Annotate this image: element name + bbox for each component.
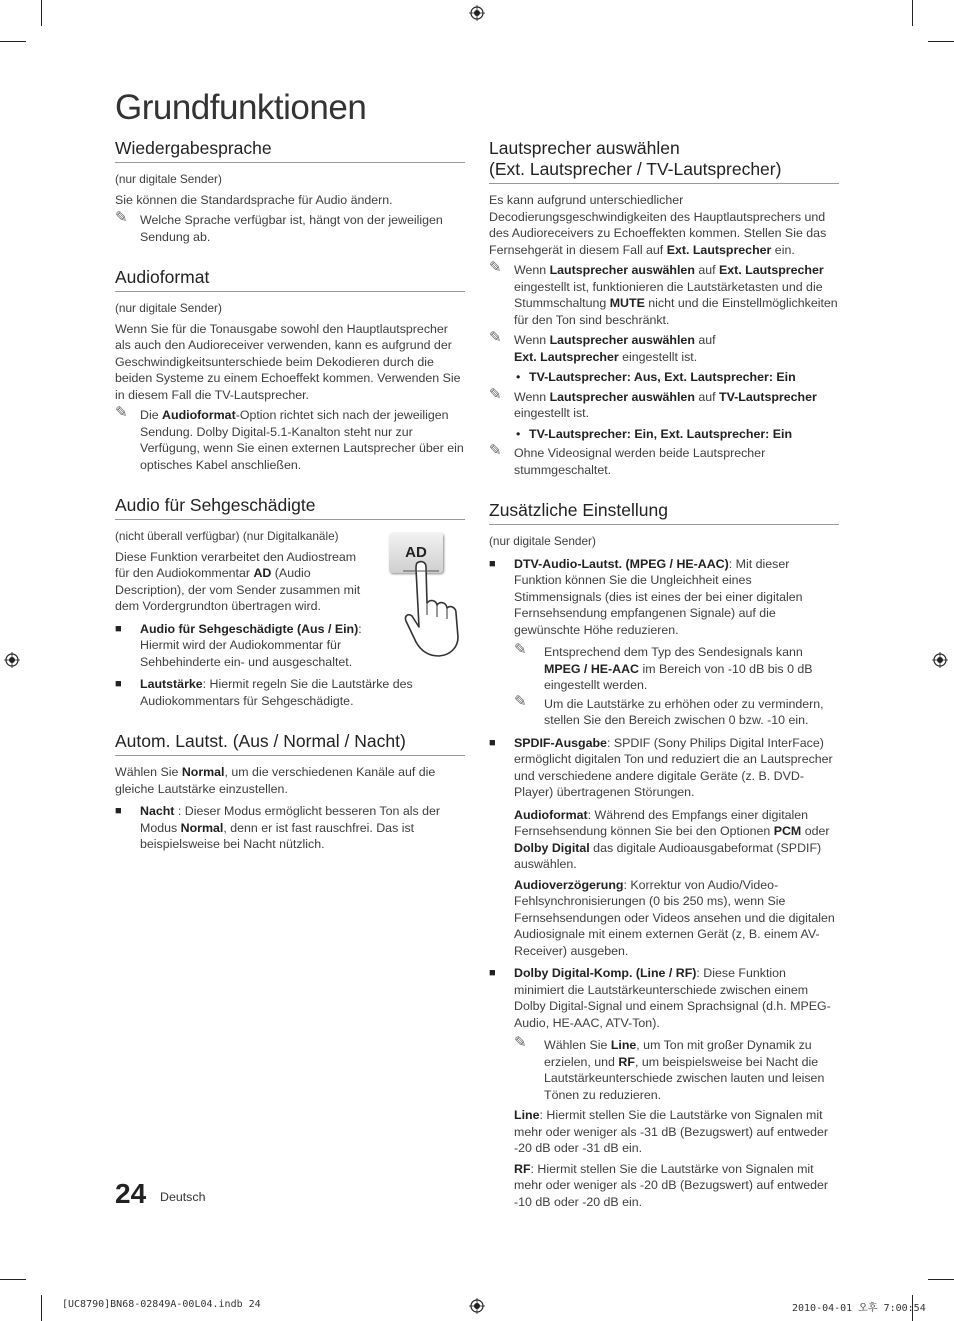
- section-heading: Zusätzliche Einstellung: [489, 500, 839, 525]
- registration-mark-icon: [469, 5, 485, 21]
- registration-mark-icon: [4, 652, 20, 668]
- right-column: [489, 138, 839, 1232]
- qualifier: (nur digitale Sender): [115, 301, 222, 315]
- crop-mark: [928, 41, 954, 42]
- section-heading: Wiedergabesprache: [115, 138, 465, 163]
- list-item: ■ Nacht : Dieser Modus ermöglicht besseren Ton als der Modus Normal, denn er ist fast rauschfrei. Das ist beispielsweise bei Nacht nützlich.: [115, 804, 441, 851]
- section-heading: Audio für Sehgeschädigte: [115, 495, 465, 520]
- crop-mark: [0, 1279, 26, 1280]
- square-bullet-icon: ■: [489, 557, 496, 570]
- crop-mark: [41, 1295, 42, 1321]
- page-language: Deutsch: [160, 1190, 206, 1204]
- list-item: ■ Dolby Digital-Komp. (Line / RF): Diese Funktion minimiert die Lautstärkeunterschiede zwischen einem Dolby Digital-Signal und einem Sprachsignal (d.h. MPEG-Audio, HE-AAC, ATV-Ton).: [489, 966, 831, 1030]
- hand-pointer-icon: [403, 559, 465, 659]
- section-text: Wählen Sie Normal, um die verschiedenen Kanäle auf die gleiche Lautstärke einzustellen.: [115, 765, 436, 796]
- registration-mark-icon: [469, 1298, 485, 1314]
- bullet-dot-icon: •: [516, 426, 521, 441]
- list-item: • TV-Lautsprecher: Aus, Ext. Lautsprecher: Ein: [516, 370, 796, 384]
- print-file-info: [UC8790]BN68-02849A-00L04.indb 24: [62, 1299, 261, 1310]
- note: ✎ Entsprechend dem Typ des Sendesignals kann MPEG / HE-AAC im Bereich von -10 dB bis 0 dB eingestellt werden.: [514, 641, 813, 692]
- section-text: Sie können die Standardsprache für Audio ändern.: [115, 192, 393, 207]
- crop-mark: [928, 1279, 954, 1280]
- qualifier: (nur digitale Sender): [115, 172, 222, 186]
- square-bullet-icon: ■: [489, 967, 496, 979]
- list-item: ■ DTV-Audio-Lautst. (MPEG / HE-AAC): Mit dieser Funktion können Sie die Ungleichheit eines Stimmensignals (dies ist eines der bei einer digitalen Fernsehsendung empfangenen Signale) auf die gewünschte Höhe reduzieren.: [489, 556, 803, 637]
- list-item: ■ Lautstärke: Hiermit regeln Sie die Lautstärke des Audiokommentars für Sehgeschädigte.: [115, 677, 413, 708]
- pencil-note-icon: ✎: [514, 641, 527, 658]
- note: ✎ Wenn Lautsprecher auswählen auf Ext. Lautsprecher eingestellt ist, funktionieren die Lautstärketasten und die Stummschaltung MUTE nicht und die Einstellmöglichkeiten für den Ton sind beschränkt.: [489, 259, 838, 327]
- pencil-note-icon: ✎: [489, 442, 502, 459]
- bullet-dot-icon: •: [516, 370, 521, 384]
- left-column: [115, 138, 465, 875]
- section-zusatz: [489, 500, 839, 1210]
- sub-item: Line: Hiermit stellen Sie die Lautstärke von Signalen mit mehr oder weniger als -31 dB (Bezugswert) auf entweder -20 dB oder -31 dB ein.: [514, 1108, 829, 1155]
- pencil-note-icon: ✎: [115, 209, 128, 226]
- square-bullet-icon: ■: [115, 805, 122, 817]
- note: ✎ Wählen Sie Line, um Ton mit großer Dynamik zu erzielen, und RF, um beispielsweise bei Nacht die Lautstärkeunterschiede zwischen lauten und leisen Tönen zu reduzieren.: [514, 1034, 825, 1102]
- crop-mark: [912, 0, 913, 26]
- ad-remote-button: AD: [389, 533, 443, 573]
- section-heading: Autom. Lautst. (Aus / Normal / Nacht): [115, 731, 465, 756]
- sub-item: Audioformat: Während des Empfangs einer digitalen Fernsehsendung können Sie bei den Optionen PCM oder Dolby Digital das digitale Audioausgabeformat (SPDIF) auswählen.: [514, 807, 830, 871]
- ad-button-illustration: [385, 531, 470, 661]
- sub-item: RF: Hiermit stellen Sie die Lautstärke von Signalen mit mehr oder weniger als -20 dB (Bezugswert) auf entweder -10 dB oder -20 dB ein.: [514, 1161, 829, 1209]
- section-wiedergabesprache: [115, 138, 465, 245]
- pencil-note-icon: ✎: [489, 385, 502, 403]
- section-heading: Lautsprecher auswählen (Ext. Lautsprecher / TV-Lautsprecher): [489, 138, 839, 184]
- section-autom-lautst: [115, 731, 465, 853]
- list-item: ■ SPDIF-Ausgabe: SPDIF (Sony Philips Digital InterFace) ermöglicht digitalen Ton und reduziert die an Lautsprecher und verschiedene andere digitale Geräte (z. B. DVD-Player) übertragenen Störungen.: [489, 735, 833, 799]
- section-text: Es kann aufgrund unterschiedlicher Decodierungsgeschwindigkeiten des Hauptlautsprechers und des Audioreceivers zu Echoeffekten kommen. Stellen Sie das Fernsehgerät in diesem Fall auf Ext. Lautsprecher ein.: [489, 193, 827, 257]
- qualifier: (nicht überall verfügbar) (nur Digitalkanäle): [115, 529, 339, 543]
- list-item: • TV-Lautsprecher: Ein, Ext. Lautsprecher: Ein: [516, 426, 793, 441]
- square-bullet-icon: ■: [115, 678, 122, 690]
- section-heading: Audioformat: [115, 267, 465, 292]
- note: ✎ Die Audioformat-Option richtet sich nach der jeweiligen Sendung. Dolby Digital-5.1-Kanalton steht nur zur Verfügung, wenn Sie einen externen Lautsprecher über ein optisches Kabel anschließen.: [115, 404, 464, 472]
- pencil-note-icon: ✎: [514, 1034, 527, 1051]
- section-audioformat: [115, 267, 465, 473]
- note: ✎ Um die Lautstärke zu erhöhen oder zu vermindern, stellen Sie den Bereich zwischen 0 bzw. -10 ein.: [514, 692, 824, 727]
- page-title: Grundfunktionen: [115, 88, 367, 127]
- crop-mark: [41, 0, 42, 26]
- note: ✎ Welche Sprache verfügbar ist, hängt von der jeweiligen Sendung ab.: [115, 209, 443, 244]
- section-text: Wenn Sie für die Tonausgabe sowohl den Hauptlautsprecher als auch den Audioreceiver verwenden, kann es aufgrund der Geschwindigkeitsunterschiede beim Dekodieren durch die beiden Systeme zu einem Echoeffekt kommen. Verwenden Sie in diesem Fall die TV-Lautsprecher.: [115, 321, 461, 402]
- registration-mark-icon: [932, 652, 948, 668]
- pencil-note-icon: ✎: [489, 259, 502, 276]
- pencil-note-icon: ✎: [115, 404, 128, 421]
- note: ✎ Wenn Lautsprecher auswählen auf TV-Lautsprecher eingestellt ist.: [489, 385, 817, 420]
- section-text: Diese Funktion verarbeitet den Audiostream für den Audiokommentar AD (Audio Description), der vom Sender zusammen mit dem Vordergrundton übertragen wird.: [115, 549, 361, 613]
- note: ✎ Ohne Videosignal werden beide Lautsprecher stummgeschaltet.: [489, 442, 766, 477]
- note: ✎ Wenn Lautsprecher auswählen auf Ext. Lautsprecher eingestellt ist.: [489, 329, 716, 364]
- list-item: ■ Audio für Sehgeschädigte (Aus / Ein): Hiermit wird der Audiokommentar für Sehbehinderte ein- und ausgeschaltet.: [115, 621, 362, 669]
- pencil-note-icon: ✎: [514, 692, 527, 710]
- sub-item: Audioverzögerung: Korrektur von Audio/Video-Fehlsynchronisierungen (0 bis 250 ms), wenn Sie Fernsehsendungen oder Videos ansehen und die digitalen Audiosignale mit einem externen Gerät (z, B. einem AV-Receiver) ausgeben.: [514, 877, 835, 958]
- qualifier: (nur digitale Sender): [489, 534, 596, 548]
- crop-mark: [0, 41, 26, 42]
- square-bullet-icon: ■: [489, 736, 496, 749]
- page-number: 24: [115, 1178, 147, 1209]
- print-timestamp: 2010-04-01 오후 7:00:54: [792, 1303, 926, 1314]
- square-bullet-icon: ■: [115, 622, 122, 635]
- pencil-note-icon: ✎: [489, 329, 502, 346]
- section-lautsprecher: [489, 138, 839, 478]
